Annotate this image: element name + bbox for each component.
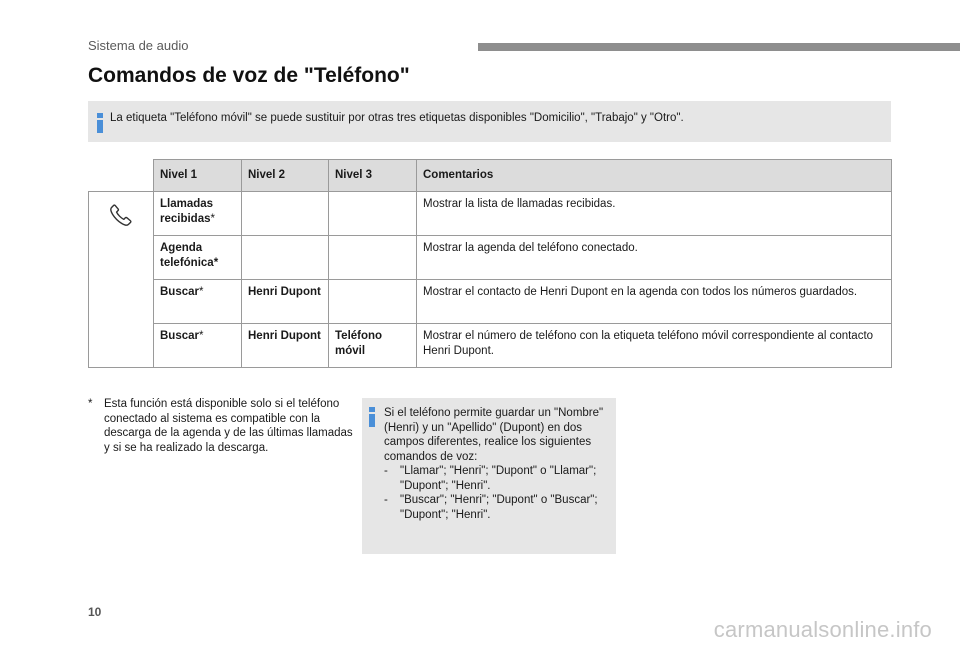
info-note-top-text: La etiqueta "Teléfono móvil" se puede sustituir por otras tres etiquetas disponibles "Domicilio", "Trabajo" y "Otro". (110, 112, 684, 124)
watermark: carmanualsonline.info (713, 617, 932, 642)
cell-level1: Buscar* (154, 324, 242, 368)
column-header-nivel-3: Nivel 3 (329, 160, 417, 192)
table-row (89, 324, 892, 368)
header-bar (478, 43, 960, 51)
cell-level1: Llamadas recibidas* (154, 192, 242, 236)
cell-level3 (329, 280, 417, 324)
cell-comment: Mostrar la agenda del teléfono conectado. (417, 236, 892, 280)
cell-level3: Teléfono móvil (329, 324, 417, 368)
info-note-right (362, 398, 616, 554)
voice-commands-table (88, 159, 892, 368)
section-header: Sistema de audio (88, 38, 189, 53)
cell-comment: Mostrar el número de teléfono con la etiqueta teléfono móvil correspondiente al contacto Henri Dupont. (417, 324, 892, 368)
cell-level2: Henri Dupont (242, 280, 329, 324)
cell-comment: Mostrar la lista de llamadas recibidas. (417, 192, 892, 236)
cell-level3 (329, 192, 417, 236)
list-item: - "Llamar"; "Henri"; "Dupont" o "Llamar"; "Dupont"; "Henri". (384, 465, 597, 492)
cell-level1: Agenda telefónica* (154, 236, 242, 280)
info-note-top (88, 101, 891, 142)
cell-level3 (329, 236, 417, 280)
table-header-row (89, 160, 892, 192)
cell-level2 (242, 236, 329, 280)
footnote-text: Esta función está disponible solo si el teléfono conectado al sistema es compatible con la descarga de la agenda y de las últimas llamadas y si se ha realizado la descarga. (104, 398, 353, 454)
table-row (89, 236, 892, 280)
cell-level2: Henri Dupont (242, 324, 329, 368)
page-title: Comandos de voz de "Teléfono" (88, 64, 410, 87)
column-header-comentarios: Comentarios (417, 160, 892, 192)
phone-icon (108, 202, 134, 228)
cell-comment: Mostrar el contacto de Henri Dupont en la agenda con todos los números guardados. (417, 280, 892, 324)
info-note-right-intro: Si el teléfono permite guardar un "Nombre" (Henri) y un "Apellido" (Dupont) en dos campos diferentes, realice los siguientes comandos de voz: (384, 407, 604, 463)
column-header-nivel-1: Nivel 1 (154, 160, 242, 192)
info-icon (96, 113, 104, 133)
cell-level2 (242, 192, 329, 236)
cell-level1: Buscar* (154, 280, 242, 324)
list-item: - "Buscar"; "Henri"; "Dupont" o "Buscar"; "Dupont"; "Henri". (384, 494, 598, 521)
table-row (89, 280, 892, 324)
phone-icon-cell (89, 192, 154, 368)
voice-command-list (384, 464, 608, 522)
table-header-blank (89, 160, 154, 192)
column-header-nivel-2: Nivel 2 (242, 160, 329, 192)
footnote (88, 397, 353, 455)
info-icon (368, 407, 376, 427)
footnote-mark: * (88, 398, 93, 410)
table-row (89, 192, 892, 236)
page-number: 10 (88, 605, 102, 619)
